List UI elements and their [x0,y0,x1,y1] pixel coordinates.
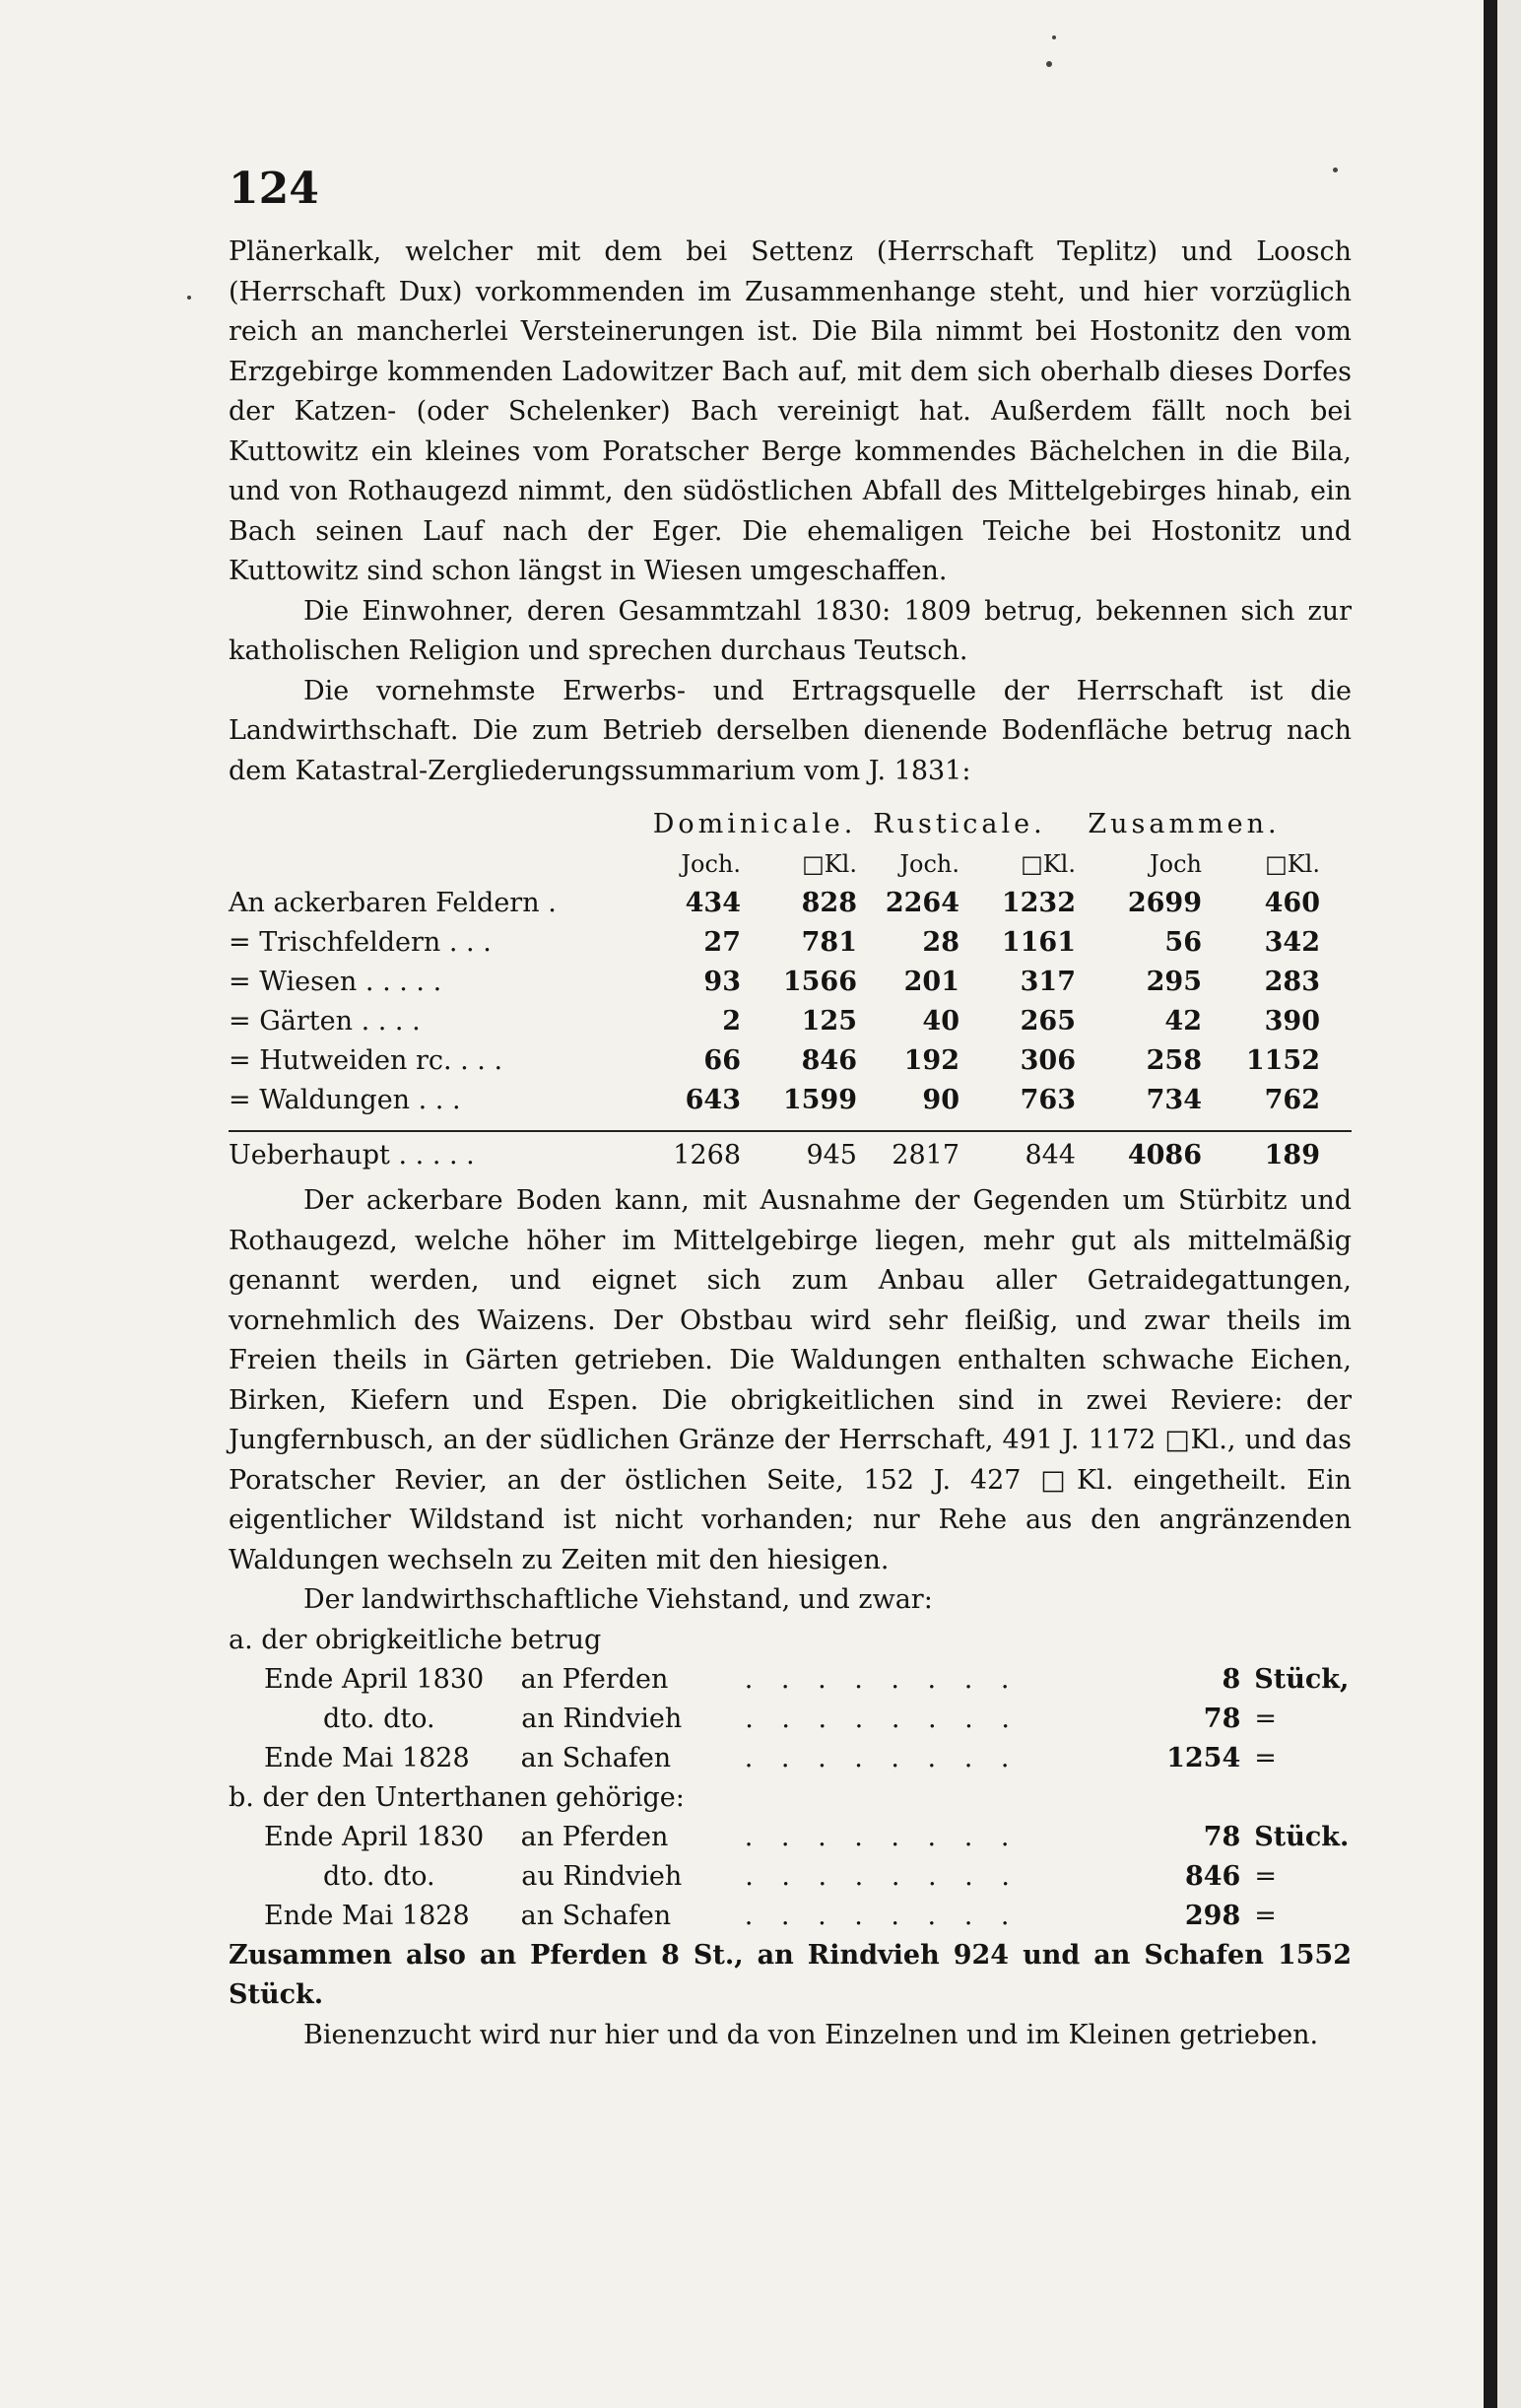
table-cell: 90 [922,1085,959,1115]
table-cell: 66 [703,1045,741,1076]
table-cell: 42 [1164,1006,1202,1037]
livestock-count: 78 [1203,1703,1241,1734]
table-cell: 2699 [1127,888,1202,918]
table-group-header [229,805,1352,844]
livestock-section-b: b. der den Unterthanen gehörige: [229,1781,685,1813]
subheader-klafter: □Kl. [1265,850,1320,878]
table-cell: 390 [1264,1006,1320,1037]
row-dots: . . . [410,1085,461,1115]
subheader-klafter: □Kl. [802,850,857,878]
paper-speck [1046,61,1052,67]
table-cell: 27 [703,927,741,958]
row-dots: . . . . . [389,1140,475,1171]
livestock-row [229,1700,1352,1739]
row-dots: . . . . . [357,967,442,997]
livestock-date: dto. dto. [323,1860,435,1892]
next-page-edge [1484,0,1521,2408]
livestock-row [229,1897,1352,1936]
table-row [229,1041,1352,1081]
subheader-joch: Joch. [899,850,959,878]
livestock-date: Ende April 1830 [264,1663,485,1695]
row-dots: . . . . [353,1006,421,1037]
book-page [229,164,1352,2055]
table-cell: 828 [801,888,857,918]
livestock-count: 846 [1184,1860,1241,1892]
table-cell: 1161 [1001,927,1076,958]
livestock-dots: . . . . . . . . [744,1821,1020,1852]
column-group-rusticale: Rusticale. [873,809,1046,839]
subheader-joch: Joch. [681,850,741,878]
livestock-row [229,1818,1352,1857]
table-cell: 342 [1264,927,1320,958]
livestock-unit: Stück, [1254,1663,1350,1695]
paper-speck [1052,35,1056,39]
livestock-dots: . . . . . . . . [744,1900,1020,1931]
livestock-unit: = [1254,1742,1277,1773]
row-label: = Trischfeldern [229,927,441,958]
table-row [229,884,1352,923]
livestock-unit: = [1254,1703,1277,1734]
page-number: 124 [229,164,319,214]
livestock-kind: an Pferden [520,1663,669,1695]
table-cell: 846 [801,1045,857,1076]
paper-speck [187,296,191,300]
paragraph-soil-forest: Der ackerbare Boden kann, mit Ausnahme der Gegenden um Stürbitz und Rothaugezd, welche höher im Mittelgebirge liegen, mehr gut als mittelmäßig genannt werden, und eignet sich zum Anbau aller Getraidegattungen, vornehmlich des Waizens. Der Obstbau wird sehr fleißig, und zwar theils im Freien theils in Gärten getrieben. Die Waldungen enthalten schwache Eichen, Birken, Kiefern und Espen. Die obrigkeitlichen sind in zwei Reviere: der Jungfernbusch, an der südlichen Gränze der Herrschaft, 491 J. 1172 □Kl., und das Poratscher Revier, an der östlichen Seite, 152 J. 427 □Kl. eingetheilt. Ein eigentlicher Wildstand ist nicht vorhanden; nur Rehe aus den angränzenden Waldungen wechseln zu Zeiten mit den hiesigen. [229,1185,1352,1575]
table-row [229,1002,1352,1041]
table-cell: 306 [1020,1045,1076,1076]
table-total-row [229,1136,1352,1175]
livestock-kind: an Schafen [520,1900,672,1931]
table-cell: 283 [1264,967,1320,997]
livestock-date: dto. dto. [323,1703,435,1734]
livestock-kind: au Rindvieh [521,1860,683,1892]
table-cell: 734 [1146,1085,1202,1115]
livestock-kind: an Rindvieh [521,1703,683,1734]
livestock-row [229,1660,1352,1700]
total-cell: 2817 [892,1140,959,1171]
livestock-row [229,1857,1352,1897]
livestock-dots: . . . . . . . . [745,1860,1020,1892]
table-cell: 2264 [885,888,959,918]
table-cell: 295 [1146,967,1202,997]
table-cell: 258 [1146,1045,1202,1076]
livestock-date: Ende Mai 1828 [264,1742,470,1773]
table-cell: 434 [685,888,741,918]
row-label: = Waldungen [229,1085,411,1115]
row-dots: . . . [451,1045,503,1076]
sum-rule [229,1130,1352,1132]
table-cell: 93 [703,967,741,997]
paragraph-livestock-intro: Der landwirthschaftliche Viehstand, und zwar: [303,1584,933,1615]
livestock-count: 8 [1222,1663,1241,1695]
table-cell: 1566 [782,967,857,997]
row-dots: . [539,888,557,918]
livestock-count: 78 [1203,1821,1241,1852]
livestock-row [229,1739,1352,1778]
table-row [229,963,1352,1002]
table-cell: 781 [801,927,857,958]
paragraph-agriculture-intro: Die vornehmste Erwerbs- und Ertragsquelle der Herrschaft ist die Landwirthschaft. Die zum Betrieb derselben dienende Bodenfläche betrug nach dem Katastral-Zergliederungssummarium vom J. 1831: [229,675,1352,786]
subheader-klafter: □Kl. [1021,850,1076,878]
livestock-unit: = [1254,1900,1277,1931]
table-row [229,1081,1352,1120]
table-cell: 460 [1264,888,1320,918]
table-cell: 762 [1264,1085,1320,1115]
paragraph-geology: Plänerkalk, welcher mit dem bei Settenz (Herrschaft Teplitz) und Loosch (Herrschaft Dux) vorkommenden im Zusammenhange steht, und hier vorzüglich reich an mancherlei Versteinerungen ist. Die Bila nimmt bei Hostonitz den vom Erzgebirge kommenden Ladowitzer Bach auf, mit dem sich oberhalb dieses Dorfes der Katzen- (oder Schelenker) Bach vereinigt hat. Außerdem fällt noch bei Kuttowitz ein kleines vom Poratscher Berge kommendes Bächelchen in die Bila, und von Rothaugezd nimmt, den südöstlichen Abfall des Mittelgebirges hinab, ein Bach seinen Lauf nach der Eger. Die ehemaligen Teiche bei Hostonitz und Kuttowitz sind schon längst in Wiesen umgeschaffen. [229,236,1352,586]
row-label: = Wiesen [229,967,358,997]
livestock-count: 1254 [1166,1742,1241,1773]
livestock-date: Ende April 1830 [264,1821,485,1852]
total-cell: 4086 [1127,1140,1202,1171]
total-cell: 1268 [673,1140,741,1171]
table-cell: 192 [903,1045,959,1076]
livestock-section-a: a. der obrigkeitliche betrug [229,1624,602,1655]
paragraph-livestock-total: Zusammen also an Pferden 8 St., an Rindvieh 924 und an Schafen 1552 Stück. [229,1939,1352,2010]
livestock-list [229,1621,1352,1936]
livestock-dots: . . . . . . . . [744,1742,1020,1773]
table-cell: 40 [922,1006,959,1037]
livestock-unit: Stück. [1254,1821,1350,1852]
column-group-dominicale: Dominicale. [652,809,857,839]
table-cell: 28 [922,927,959,958]
livestock-count: 298 [1184,1900,1241,1931]
livestock-dots: . . . . . . . . [745,1703,1020,1734]
table-cell: 1152 [1245,1045,1320,1076]
total-cell: 189 [1264,1140,1320,1171]
table-cell: 1232 [1001,888,1076,918]
livestock-dots: . . . . . . . . [744,1663,1020,1695]
subheader-joch: Joch [1150,850,1202,878]
paragraph-beekeeping: Bienenzucht wird nur hier und da von Einzelnen und im Kleinen getrieben. [303,2019,1319,2050]
total-label: Ueberhaupt [229,1140,390,1171]
livestock-kind: an Pferden [520,1821,669,1852]
table-cell: 2 [722,1006,741,1037]
total-cell: 945 [806,1140,857,1171]
table-subheader [229,844,1352,884]
table-cell: 56 [1164,927,1202,958]
table-cell: 643 [685,1085,741,1115]
row-label: An ackerbaren Feldern [229,888,540,918]
paragraph-population: Die Einwohner, deren Gesammtzahl 1830: 1809 betrug, bekennen sich zur katholischen Religion und sprechen durchaus Teutsch. [229,595,1352,666]
livestock-unit: = [1254,1860,1277,1892]
row-label: = Hutweiden rc. [229,1045,452,1076]
livestock-date: Ende Mai 1828 [264,1900,470,1931]
table-cell: 317 [1020,967,1076,997]
total-cell: 844 [1025,1140,1076,1171]
row-label: = Gärten [229,1006,353,1037]
livestock-kind: an Schafen [520,1742,672,1773]
table-cell: 125 [801,1006,857,1037]
row-dots: . . . [440,927,492,958]
table-cell: 1599 [782,1085,857,1115]
table-cell: 763 [1020,1085,1076,1115]
column-group-zusammen: Zusammen. [1088,809,1281,839]
land-use-table [229,805,1352,1175]
table-cell: 201 [903,967,959,997]
table-row [229,923,1352,963]
table-cell: 265 [1020,1006,1076,1037]
